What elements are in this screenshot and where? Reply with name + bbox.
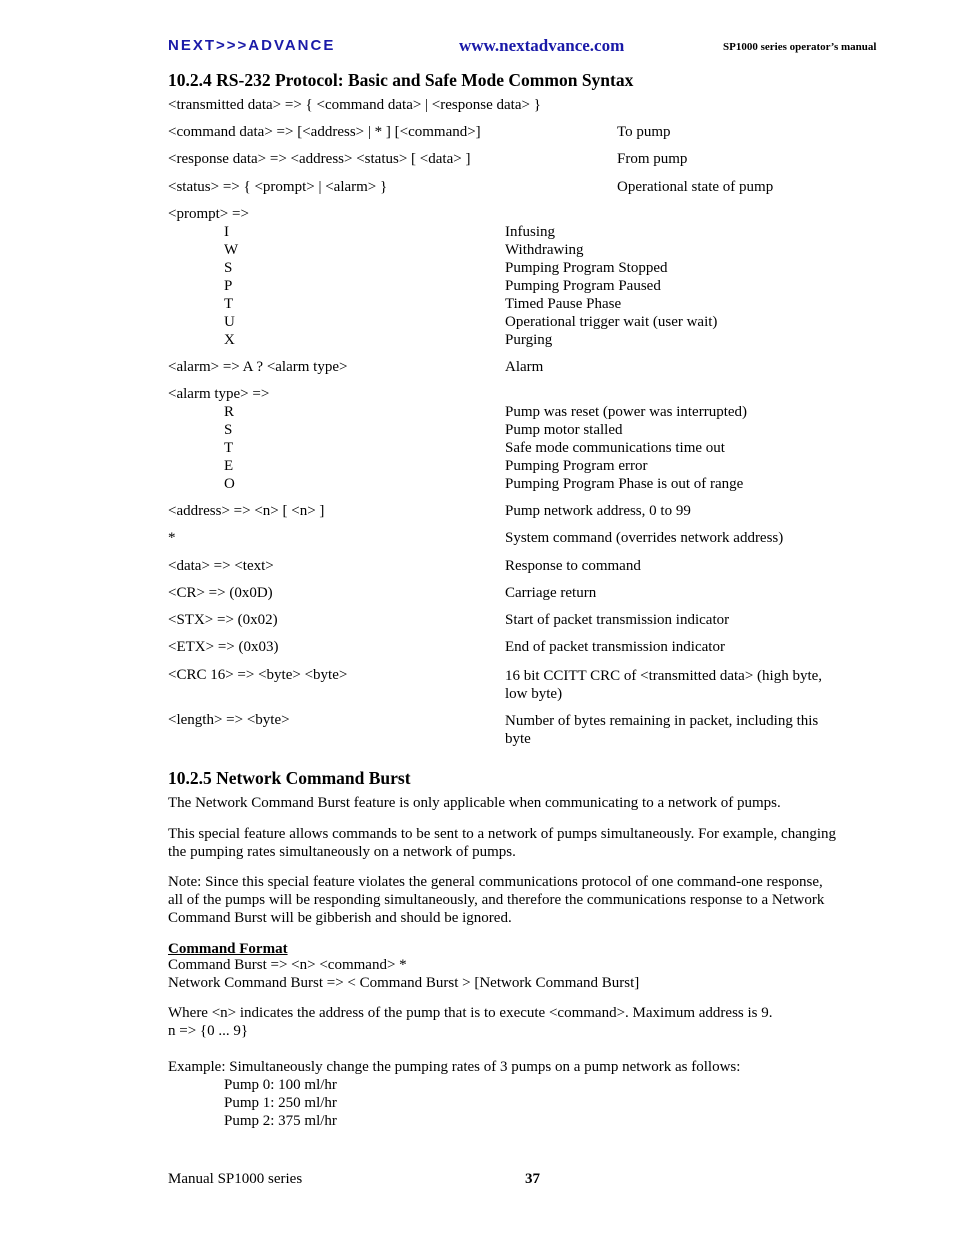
def-desc: 16 bit CCITT CRC of <transmitted data> (high byte, low byte)	[505, 668, 823, 702]
alarm-type-code: E	[224, 458, 234, 474]
alarm-type-desc: Pump was reset (power was interrupted)	[505, 404, 748, 420]
def-term: <CRC 16> => <byte> <byte>	[168, 667, 348, 683]
syntax-prompt-head: <prompt> =>	[168, 206, 249, 222]
syntax-alarm-type-head: <alarm type> =>	[168, 386, 270, 402]
def-term: *	[168, 530, 176, 546]
alarm-type-desc: Pump motor stalled	[505, 422, 623, 438]
footer-manual: Manual SP1000 series	[168, 1171, 303, 1187]
def-term: <length> => <byte>	[168, 712, 290, 728]
def-desc: Number of bytes remaining in packet, including this byte	[505, 713, 819, 747]
where-text: Where <n> indicates the address of the pump that is to execute <command>. Maximum address is 9.	[168, 1005, 773, 1021]
prompt-code: U	[224, 314, 235, 330]
alarm-type-desc: Pumping Program Phase is out of range	[505, 476, 744, 492]
prompt-code: I	[224, 224, 229, 240]
paragraph-applicability: The Network Command Burst feature is only applicable when communicating to a network of pumps.	[168, 795, 781, 811]
prompt-code: W	[224, 242, 239, 258]
alarm-type-code: S	[224, 422, 233, 438]
alarm-type-desc: Pumping Program error	[505, 458, 648, 474]
syntax-alarm: <alarm> => A ? <alarm type>	[168, 359, 348, 375]
section-title-10-2-5: 10.2.5 Network Command Burst	[168, 768, 411, 788]
prompt-desc: Timed Pause Phase	[505, 296, 622, 312]
def-desc: Pump network address, 0 to 99	[505, 503, 691, 519]
prompt-code: X	[224, 332, 235, 348]
alarm-type-desc: Safe mode communications time out	[505, 440, 725, 456]
syntax-command-data: <command data> => [<address> | * ] [<command>]	[168, 124, 481, 140]
example-text: Example: Simultaneously change the pumping rates of 3 pumps on a pump network as follows:	[168, 1059, 741, 1075]
def-desc: Start of packet transmission indicator	[505, 612, 730, 628]
alarm-type-code: T	[224, 440, 234, 456]
website-url[interactable]: www.nextadvance.com	[459, 36, 625, 55]
def-term: <ETX> => (0x03)	[168, 639, 279, 655]
example-item: Pump 0: 100 ml/hr	[224, 1077, 337, 1093]
section-title-10-2-4: 10.2.4 RS-232 Protocol: Basic and Safe Mode Common Syntax	[168, 70, 634, 90]
prompt-code: S	[224, 260, 233, 276]
paragraph-note: Note: Since this special feature violates the general communications protocol of one command-one response, all of the pumps will be responding simultaneously, and therefore the communications response to a Network Command Burst will be gibberish and should be ignored.	[168, 874, 825, 926]
def-term: <CR> => (0x0D)	[168, 585, 273, 601]
syntax-command-note: To pump	[617, 124, 671, 140]
alarm-type-code: R	[224, 404, 235, 420]
prompt-desc: Withdrawing	[505, 242, 584, 258]
def-desc: Response to command	[505, 558, 641, 574]
range-text: n => {0 ... 9}	[168, 1023, 249, 1039]
syntax-response-data: <response data> => <address> <status> [ <data> ]	[168, 151, 471, 167]
def-desc: End of packet transmission indicator	[505, 639, 725, 655]
alarm-type-code: O	[224, 476, 235, 492]
def-term: <STX> => (0x02)	[168, 612, 278, 628]
syntax-transmitted: <transmitted data> => { <command data> | <response data> }	[168, 97, 541, 113]
def-term: <address> => <n> [ <n> ]	[168, 503, 325, 519]
page-number: 37	[525, 1171, 540, 1187]
manual-title: SP1000 series operator’s manual	[723, 41, 877, 53]
syntax-status-note: Operational state of pump	[617, 179, 774, 195]
prompt-desc: Pumping Program Paused	[505, 278, 661, 294]
prompt-desc: Infusing	[505, 224, 555, 240]
paragraph-feature: This special feature allows commands to be sent to a network of pumps simultaneously. For example, changing the pumping rates simultaneously on a network of pumps.	[168, 826, 837, 860]
prompt-code: P	[224, 278, 233, 294]
syntax-alarm-note: Alarm	[505, 359, 544, 375]
example-item: Pump 2: 375 ml/hr	[224, 1113, 337, 1129]
example-item: Pump 1: 250 ml/hr	[224, 1095, 337, 1111]
prompt-desc: Operational trigger wait (user wait)	[505, 314, 718, 330]
def-term: <data> => <text>	[168, 558, 274, 574]
command-format-line: Command Burst => <n> <command> *	[168, 957, 407, 973]
syntax-status: <status> => { <prompt> | <alarm> }	[168, 179, 388, 195]
def-desc: Carriage return	[505, 585, 597, 601]
command-format-line: Network Command Burst => < Command Burst > [Network Command Burst]	[168, 975, 640, 991]
def-desc: System command (overrides network address)	[505, 530, 784, 546]
brand-logo: NEXT>>>ADVANCE	[168, 37, 336, 54]
syntax-response-note: From pump	[617, 151, 688, 167]
prompt-code: T	[224, 296, 234, 312]
prompt-desc: Purging	[505, 332, 553, 348]
command-format-title: Command Format	[168, 941, 288, 957]
prompt-desc: Pumping Program Stopped	[505, 260, 668, 276]
